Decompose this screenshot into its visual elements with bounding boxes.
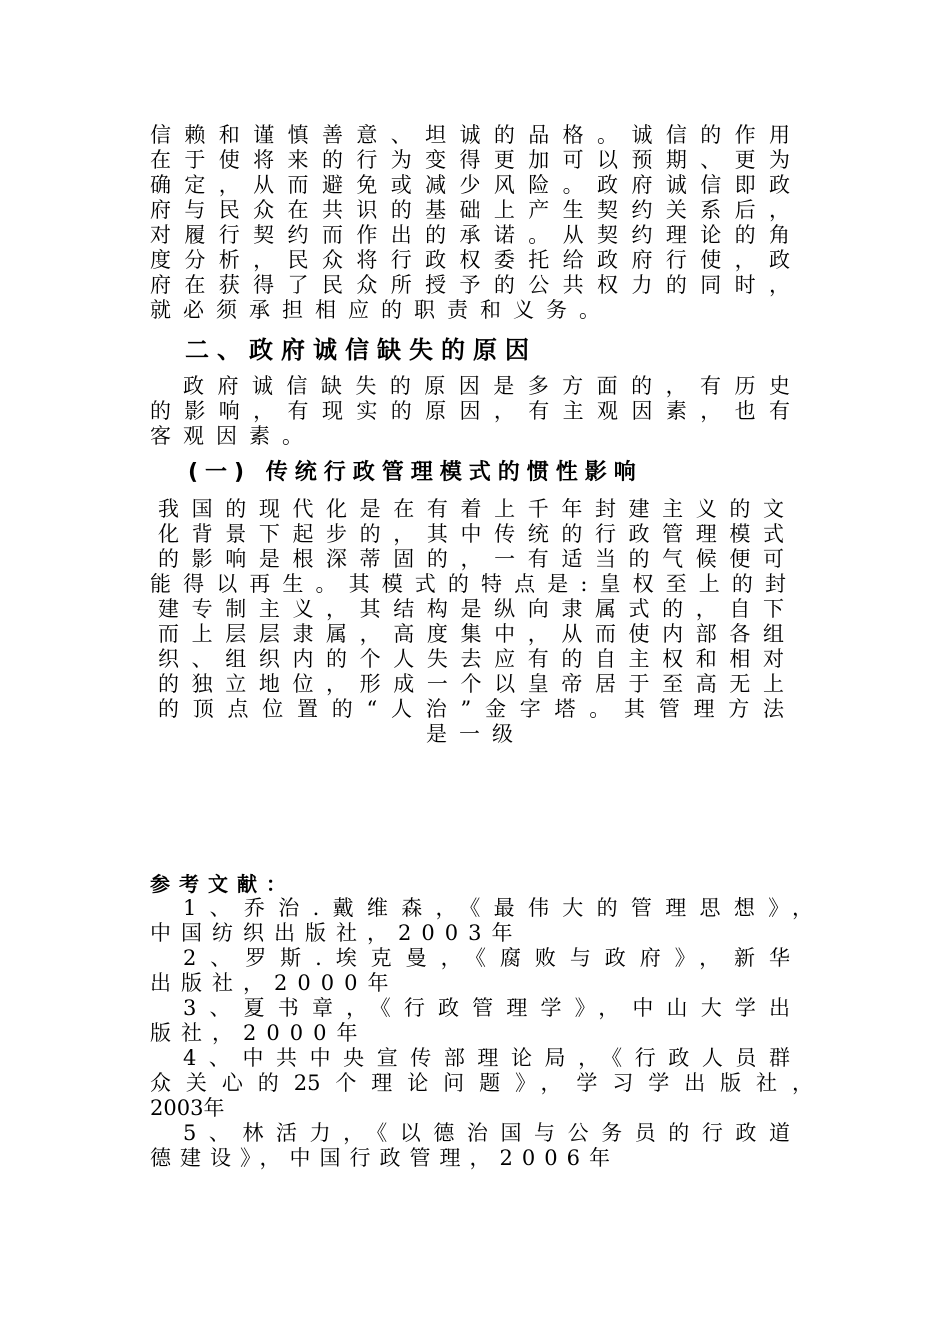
paragraph-line: 建专制主义，其结构是纵向隶属式的，自下	[158, 597, 784, 621]
reference-line: 版社，2000年	[150, 1021, 368, 1045]
paragraph-line: 能得以再生。其模式的特点是:皇权至上的封	[150, 572, 786, 596]
paragraph-line: 就必须承担相应的职责和义务。	[150, 298, 612, 322]
paragraph-line: 信赖和谨慎善意、坦诚的品格。诚信的作用	[150, 123, 790, 147]
reference-line: 德建设》，中国行政管理，2006年	[150, 1146, 619, 1170]
paragraph-line: 府与民众在共识的基础上产生契约关系后，	[150, 198, 790, 222]
paragraph-line: 是一级	[426, 722, 525, 746]
paragraph-line: 客观因素。	[150, 424, 315, 448]
paragraph-line: 而上层层隶属，高度集中，从而使内部各组	[158, 622, 784, 646]
paragraph-line: 政府诚信缺失的原因是多方面的，有历史	[183, 374, 790, 398]
paragraph-line: 织、组织内的个人失去应有的自主权和相对	[158, 647, 784, 671]
paragraph-line: 度分析，民众将行政权委托给政府行使，政	[150, 248, 790, 272]
reference-line: 出版社，2000年	[150, 971, 399, 995]
paragraph-line: 的顶点位置的“人治”金字塔。其管理方法	[158, 697, 784, 721]
paragraph-line: 化背景下起步的，其中传统的行政管理模式	[158, 522, 784, 546]
paragraph-line: 的影响，有现实的原因，有主观因素，也有	[150, 399, 790, 423]
reference-line: 中国纺织出版社，2003年	[150, 921, 523, 945]
reference-line: 1、乔治.戴维森，《最伟大的管理思想》，	[183, 896, 813, 920]
paragraph-line: 确定，从而避免或减少风险。政府诚信即政	[150, 173, 790, 197]
paragraph-line: 在于使将来的行为变得更加可以预期、更为	[150, 148, 790, 172]
section-heading: 二、政府诚信缺失的原因	[185, 336, 537, 364]
subsection-heading: (一) 传统行政管理模式的惯性影响	[188, 460, 643, 485]
paragraph-line: 对履行契约而作出的承诺。从契约理论的角	[150, 223, 790, 247]
reference-line: 4、中共中央宣传部理论局，《行政人员群	[183, 1046, 790, 1070]
reference-line: 3、夏书章，《行政管理学》，中山大学出	[183, 996, 790, 1020]
reference-line: 2003年	[150, 1096, 225, 1120]
paragraph-line: 我国的现代化是在有着上千年封建主义的文	[158, 497, 784, 521]
references-heading: 参考文献：	[150, 872, 295, 896]
paragraph-line: 的影响是根深蒂固的，一有适当的气候便可	[158, 547, 784, 571]
paragraph-line: 的独立地位，形成一个以皇帝居于至高无上	[158, 672, 784, 696]
reference-line: 5、林活力，《以德治国与公务员的行政道	[183, 1121, 790, 1145]
reference-line: 2、罗斯.埃克曼，《腐败与政府》，新华	[183, 946, 790, 970]
reference-line: 众关心的25个理论问题》，学习学出版社，	[150, 1071, 813, 1095]
paragraph-line: 府在获得了民众所授予的公共权力的同时，	[150, 273, 790, 297]
